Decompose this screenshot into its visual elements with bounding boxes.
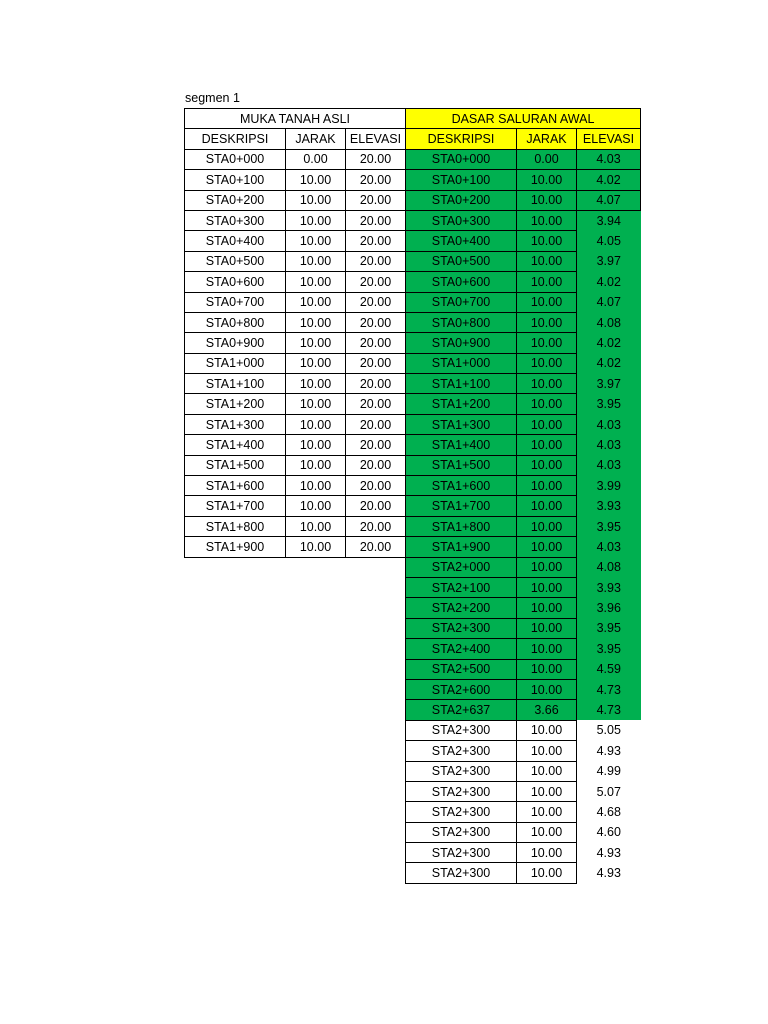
cell-deskripsi: STA1+800 <box>185 516 286 536</box>
cell-elevasi: 3.96 <box>577 598 641 618</box>
cell-deskripsi: STA2+300 <box>406 843 517 863</box>
cell-jarak: 10.00 <box>517 170 577 190</box>
cell-jarak: 10.00 <box>517 516 577 536</box>
cell-deskripsi: STA0+000 <box>406 149 517 169</box>
cell-deskripsi: STA1+400 <box>185 435 286 455</box>
cell-jarak: 10.00 <box>517 231 577 251</box>
cell-deskripsi: STA2+300 <box>406 781 517 801</box>
cell-jarak: 10.00 <box>517 292 577 312</box>
cell-deskripsi: STA1+600 <box>185 476 286 496</box>
cell-deskripsi: STA0+200 <box>185 190 286 210</box>
cell-deskripsi: STA1+500 <box>406 455 517 475</box>
cell-jarak: 10.00 <box>517 210 577 230</box>
table-header-row <box>406 129 641 149</box>
cell-jarak: 10.00 <box>286 312 346 332</box>
cell-jarak: 10.00 <box>517 843 577 863</box>
cell-jarak: 3.66 <box>517 700 577 720</box>
cell-jarak: 10.00 <box>517 781 577 801</box>
cell-deskripsi: STA0+300 <box>185 210 286 230</box>
cell-elevasi: 4.68 <box>596 804 621 819</box>
table-row <box>185 414 406 434</box>
cell-jarak: 10.00 <box>517 618 577 638</box>
cell-elevasi: 20.00 <box>346 435 406 455</box>
cell-jarak: 10.00 <box>517 455 577 475</box>
cell-elevasi: 4.03 <box>577 435 641 455</box>
cell-deskripsi: STA0+800 <box>185 312 286 332</box>
table-row <box>406 190 641 210</box>
table-row <box>406 863 641 883</box>
cell-deskripsi: STA1+900 <box>185 537 286 557</box>
cell-elevasi: 4.03 <box>577 537 641 557</box>
column-header: ELEVASI <box>577 129 641 149</box>
cell-elevasi: 20.00 <box>346 496 406 516</box>
cell-deskripsi: STA0+000 <box>185 149 286 169</box>
cell-deskripsi: STA1+700 <box>185 496 286 516</box>
cell-jarak: 10.00 <box>517 720 577 740</box>
column-header: DESKRIPSI <box>185 129 286 149</box>
table-row <box>185 516 406 536</box>
cell-jarak: 10.00 <box>286 455 346 475</box>
table-row <box>406 659 641 679</box>
cell-elevasi: 20.00 <box>346 210 406 230</box>
cell-deskripsi: STA0+200 <box>406 190 517 210</box>
cell-deskripsi: STA0+600 <box>406 272 517 292</box>
cell-deskripsi: STA0+700 <box>185 292 286 312</box>
cell-elevasi: 4.02 <box>577 353 641 373</box>
cell-deskripsi: STA1+100 <box>185 374 286 394</box>
cell-deskripsi: STA2+000 <box>406 557 517 577</box>
sheet-caption: segmen 1 <box>185 91 240 105</box>
table-row <box>406 272 641 292</box>
cell-elevasi: 3.97 <box>577 374 641 394</box>
cell-jarak: 10.00 <box>286 374 346 394</box>
cell-elevasi: 4.02 <box>577 272 641 292</box>
cell-elevasi: 20.00 <box>346 190 406 210</box>
cell-jarak: 10.00 <box>517 557 577 577</box>
table-row <box>406 720 641 740</box>
table-row <box>406 149 641 169</box>
cell-jarak: 10.00 <box>517 659 577 679</box>
cell-jarak: 10.00 <box>517 802 577 822</box>
table-row <box>185 210 406 230</box>
cell-deskripsi: STA1+500 <box>185 455 286 475</box>
cell-deskripsi: STA0+600 <box>185 272 286 292</box>
cell-deskripsi: STA0+900 <box>185 333 286 353</box>
table-title: MUKA TANAH ASLI <box>185 109 406 129</box>
cell-deskripsi: STA1+000 <box>406 353 517 373</box>
table-row <box>406 170 641 190</box>
cell-elevasi: 3.93 <box>577 577 641 597</box>
cell-elevasi: 4.03 <box>577 414 641 434</box>
cell-elevasi: 4.60 <box>596 825 621 840</box>
table-row <box>185 374 406 394</box>
cell-jarak: 10.00 <box>517 414 577 434</box>
cell-jarak: 10.00 <box>517 496 577 516</box>
cell-jarak: 10.00 <box>517 863 577 883</box>
cell-jarak: 10.00 <box>517 353 577 373</box>
cell-jarak: 10.00 <box>286 272 346 292</box>
cell-jarak: 10.00 <box>517 272 577 292</box>
cell-deskripsi: STA2+300 <box>406 741 517 761</box>
table-row <box>185 476 406 496</box>
cell-jarak: 10.00 <box>286 414 346 434</box>
table-row <box>185 190 406 210</box>
cell-elevasi: 4.08 <box>577 557 641 577</box>
cell-deskripsi: STA2+637 <box>406 700 517 720</box>
cell-jarak: 10.00 <box>517 333 577 353</box>
table-row <box>406 353 641 373</box>
table-row <box>406 761 641 781</box>
cell-elevasi: 4.05 <box>577 231 641 251</box>
cell-elevasi: 3.99 <box>577 476 641 496</box>
cell-jarak: 10.00 <box>517 639 577 659</box>
table-row <box>406 741 641 761</box>
column-header: JARAK <box>517 129 577 149</box>
cell-deskripsi: STA2+400 <box>406 639 517 659</box>
cell-elevasi: 20.00 <box>346 231 406 251</box>
cell-deskripsi: STA1+200 <box>406 394 517 414</box>
cell-deskripsi: STA0+500 <box>406 251 517 271</box>
cell-deskripsi: STA2+500 <box>406 659 517 679</box>
cell-jarak: 10.00 <box>286 435 346 455</box>
cell-jarak: 10.00 <box>286 292 346 312</box>
cell-jarak: 10.00 <box>286 170 346 190</box>
cell-deskripsi: STA1+100 <box>406 374 517 394</box>
table-row <box>185 149 406 169</box>
cell-elevasi: 4.07 <box>577 190 641 210</box>
table-row <box>406 496 641 516</box>
table-row <box>185 496 406 516</box>
cell-deskripsi: STA1+800 <box>406 516 517 536</box>
cell-jarak: 10.00 <box>517 537 577 557</box>
column-header: DESKRIPSI <box>406 129 517 149</box>
table-row <box>185 455 406 475</box>
cell-jarak: 10.00 <box>286 537 346 557</box>
cell-elevasi: 20.00 <box>346 272 406 292</box>
cell-jarak: 10.00 <box>517 435 577 455</box>
table-row <box>185 537 406 557</box>
cell-elevasi: 20.00 <box>346 333 406 353</box>
cell-deskripsi: STA0+800 <box>406 312 517 332</box>
cell-jarak: 10.00 <box>517 190 577 210</box>
cell-deskripsi: STA2+300 <box>406 761 517 781</box>
cell-elevasi: 4.02 <box>577 170 641 190</box>
cell-deskripsi: STA1+600 <box>406 476 517 496</box>
cell-elevasi: 3.95 <box>577 639 641 659</box>
table-row <box>406 312 641 332</box>
table-row <box>185 170 406 190</box>
cell-elevasi: 3.97 <box>577 251 641 271</box>
cell-jarak: 10.00 <box>517 374 577 394</box>
cell-elevasi: 4.99 <box>596 764 621 779</box>
cell-elevasi: 20.00 <box>346 516 406 536</box>
table-row <box>406 435 641 455</box>
cell-elevasi: 20.00 <box>346 476 406 496</box>
cell-deskripsi: STA2+300 <box>406 618 517 638</box>
table-row <box>406 516 641 536</box>
cell-jarak: 10.00 <box>286 394 346 414</box>
cell-elevasi: 20.00 <box>346 537 406 557</box>
cell-elevasi: 3.93 <box>577 496 641 516</box>
cell-jarak: 10.00 <box>517 761 577 781</box>
cell-elevasi: 3.94 <box>577 210 641 230</box>
table-row <box>406 455 641 475</box>
table-row <box>406 679 641 699</box>
table-row <box>406 557 641 577</box>
cell-jarak: 10.00 <box>517 394 577 414</box>
cell-deskripsi: STA2+300 <box>406 802 517 822</box>
cell-elevasi: 4.03 <box>577 455 641 475</box>
cell-deskripsi: STA0+700 <box>406 292 517 312</box>
muka-tanah-asli-table <box>184 108 406 558</box>
cell-elevasi: 4.73 <box>577 679 641 699</box>
column-header: ELEVASI <box>346 129 406 149</box>
table-row <box>406 251 641 271</box>
cell-jarak: 10.00 <box>517 822 577 842</box>
cell-elevasi: 4.93 <box>596 743 621 758</box>
cell-elevasi: 4.93 <box>596 866 621 881</box>
table-title-row <box>185 109 406 129</box>
cell-elevasi: 3.95 <box>577 618 641 638</box>
table-row <box>406 292 641 312</box>
cell-elevasi: 20.00 <box>346 292 406 312</box>
column-header: JARAK <box>286 129 346 149</box>
cell-jarak: 10.00 <box>286 353 346 373</box>
cell-jarak: 10.00 <box>517 679 577 699</box>
cell-deskripsi: STA2+300 <box>406 720 517 740</box>
cell-jarak: 10.00 <box>517 476 577 496</box>
cell-jarak: 0.00 <box>517 149 577 169</box>
table-row <box>406 822 641 842</box>
cell-elevasi: 4.93 <box>596 845 621 860</box>
table-row <box>406 781 641 801</box>
table-row <box>406 618 641 638</box>
table-row <box>406 537 641 557</box>
table-row <box>406 374 641 394</box>
table-row <box>185 333 406 353</box>
cell-jarak: 10.00 <box>286 516 346 536</box>
table-row <box>406 639 641 659</box>
cell-deskripsi: STA2+300 <box>406 822 517 842</box>
cell-elevasi: 20.00 <box>346 149 406 169</box>
cell-elevasi: 5.07 <box>596 784 621 799</box>
cell-deskripsi: STA2+300 <box>406 863 517 883</box>
cell-jarak: 10.00 <box>286 496 346 516</box>
cell-jarak: 10.00 <box>517 251 577 271</box>
cell-elevasi: 20.00 <box>346 170 406 190</box>
cell-deskripsi: STA1+200 <box>185 394 286 414</box>
cell-jarak: 10.00 <box>517 741 577 761</box>
table-row <box>185 251 406 271</box>
table-row <box>185 394 406 414</box>
cell-deskripsi: STA1+000 <box>185 353 286 373</box>
table-row <box>185 312 406 332</box>
cell-deskripsi: STA1+700 <box>406 496 517 516</box>
table-row <box>406 598 641 618</box>
cell-elevasi: 4.73 <box>577 700 641 720</box>
cell-elevasi: 3.95 <box>577 394 641 414</box>
table-row <box>185 292 406 312</box>
cell-elevasi: 20.00 <box>346 374 406 394</box>
cell-deskripsi: STA0+300 <box>406 210 517 230</box>
cell-elevasi: 4.07 <box>577 292 641 312</box>
dasar-saluran-awal-table <box>405 108 641 884</box>
cell-deskripsi: STA2+600 <box>406 679 517 699</box>
cell-elevasi: 5.05 <box>596 723 621 738</box>
cell-deskripsi: STA0+400 <box>185 231 286 251</box>
cell-jarak: 10.00 <box>286 210 346 230</box>
table-row <box>406 210 641 230</box>
cell-jarak: 10.00 <box>517 598 577 618</box>
cell-deskripsi: STA0+100 <box>406 170 517 190</box>
cell-elevasi: 20.00 <box>346 455 406 475</box>
cell-deskripsi: STA0+400 <box>406 231 517 251</box>
cell-elevasi: 4.08 <box>577 312 641 332</box>
cell-elevasi: 20.00 <box>346 312 406 332</box>
cell-elevasi: 20.00 <box>346 394 406 414</box>
table-row <box>185 231 406 251</box>
cell-elevasi: 20.00 <box>346 353 406 373</box>
table-row <box>406 700 641 720</box>
cell-deskripsi: STA1+300 <box>185 414 286 434</box>
cell-deskripsi: STA1+300 <box>406 414 517 434</box>
cell-deskripsi: STA0+500 <box>185 251 286 271</box>
cell-jarak: 10.00 <box>517 312 577 332</box>
cell-deskripsi: STA0+900 <box>406 333 517 353</box>
table-row <box>406 843 641 863</box>
table-row <box>406 394 641 414</box>
cell-jarak: 10.00 <box>286 231 346 251</box>
table-title: DASAR SALURAN AWAL <box>406 109 641 129</box>
cell-jarak: 10.00 <box>286 190 346 210</box>
table-row <box>406 577 641 597</box>
table-row <box>185 435 406 455</box>
cell-elevasi: 4.03 <box>577 149 641 169</box>
cell-jarak: 10.00 <box>286 333 346 353</box>
table-row <box>406 231 641 251</box>
cell-deskripsi: STA2+200 <box>406 598 517 618</box>
table-row <box>406 333 641 353</box>
cell-elevasi: 4.02 <box>577 333 641 353</box>
cell-elevasi: 20.00 <box>346 414 406 434</box>
cell-jarak: 10.00 <box>517 577 577 597</box>
cell-jarak: 0.00 <box>286 149 346 169</box>
cell-deskripsi: STA1+900 <box>406 537 517 557</box>
cell-elevasi: 4.59 <box>577 659 641 679</box>
table-header-row <box>185 129 406 149</box>
cell-jarak: 10.00 <box>286 251 346 271</box>
table-row <box>406 414 641 434</box>
cell-jarak: 10.00 <box>286 476 346 496</box>
table-title-row <box>406 109 641 129</box>
table-row <box>406 802 641 822</box>
cell-elevasi: 20.00 <box>346 251 406 271</box>
table-row <box>185 272 406 292</box>
cell-deskripsi: STA1+400 <box>406 435 517 455</box>
cell-elevasi: 3.95 <box>577 516 641 536</box>
table-row <box>406 476 641 496</box>
cell-deskripsi: STA2+100 <box>406 577 517 597</box>
cell-deskripsi: STA0+100 <box>185 170 286 190</box>
table-row <box>185 353 406 373</box>
